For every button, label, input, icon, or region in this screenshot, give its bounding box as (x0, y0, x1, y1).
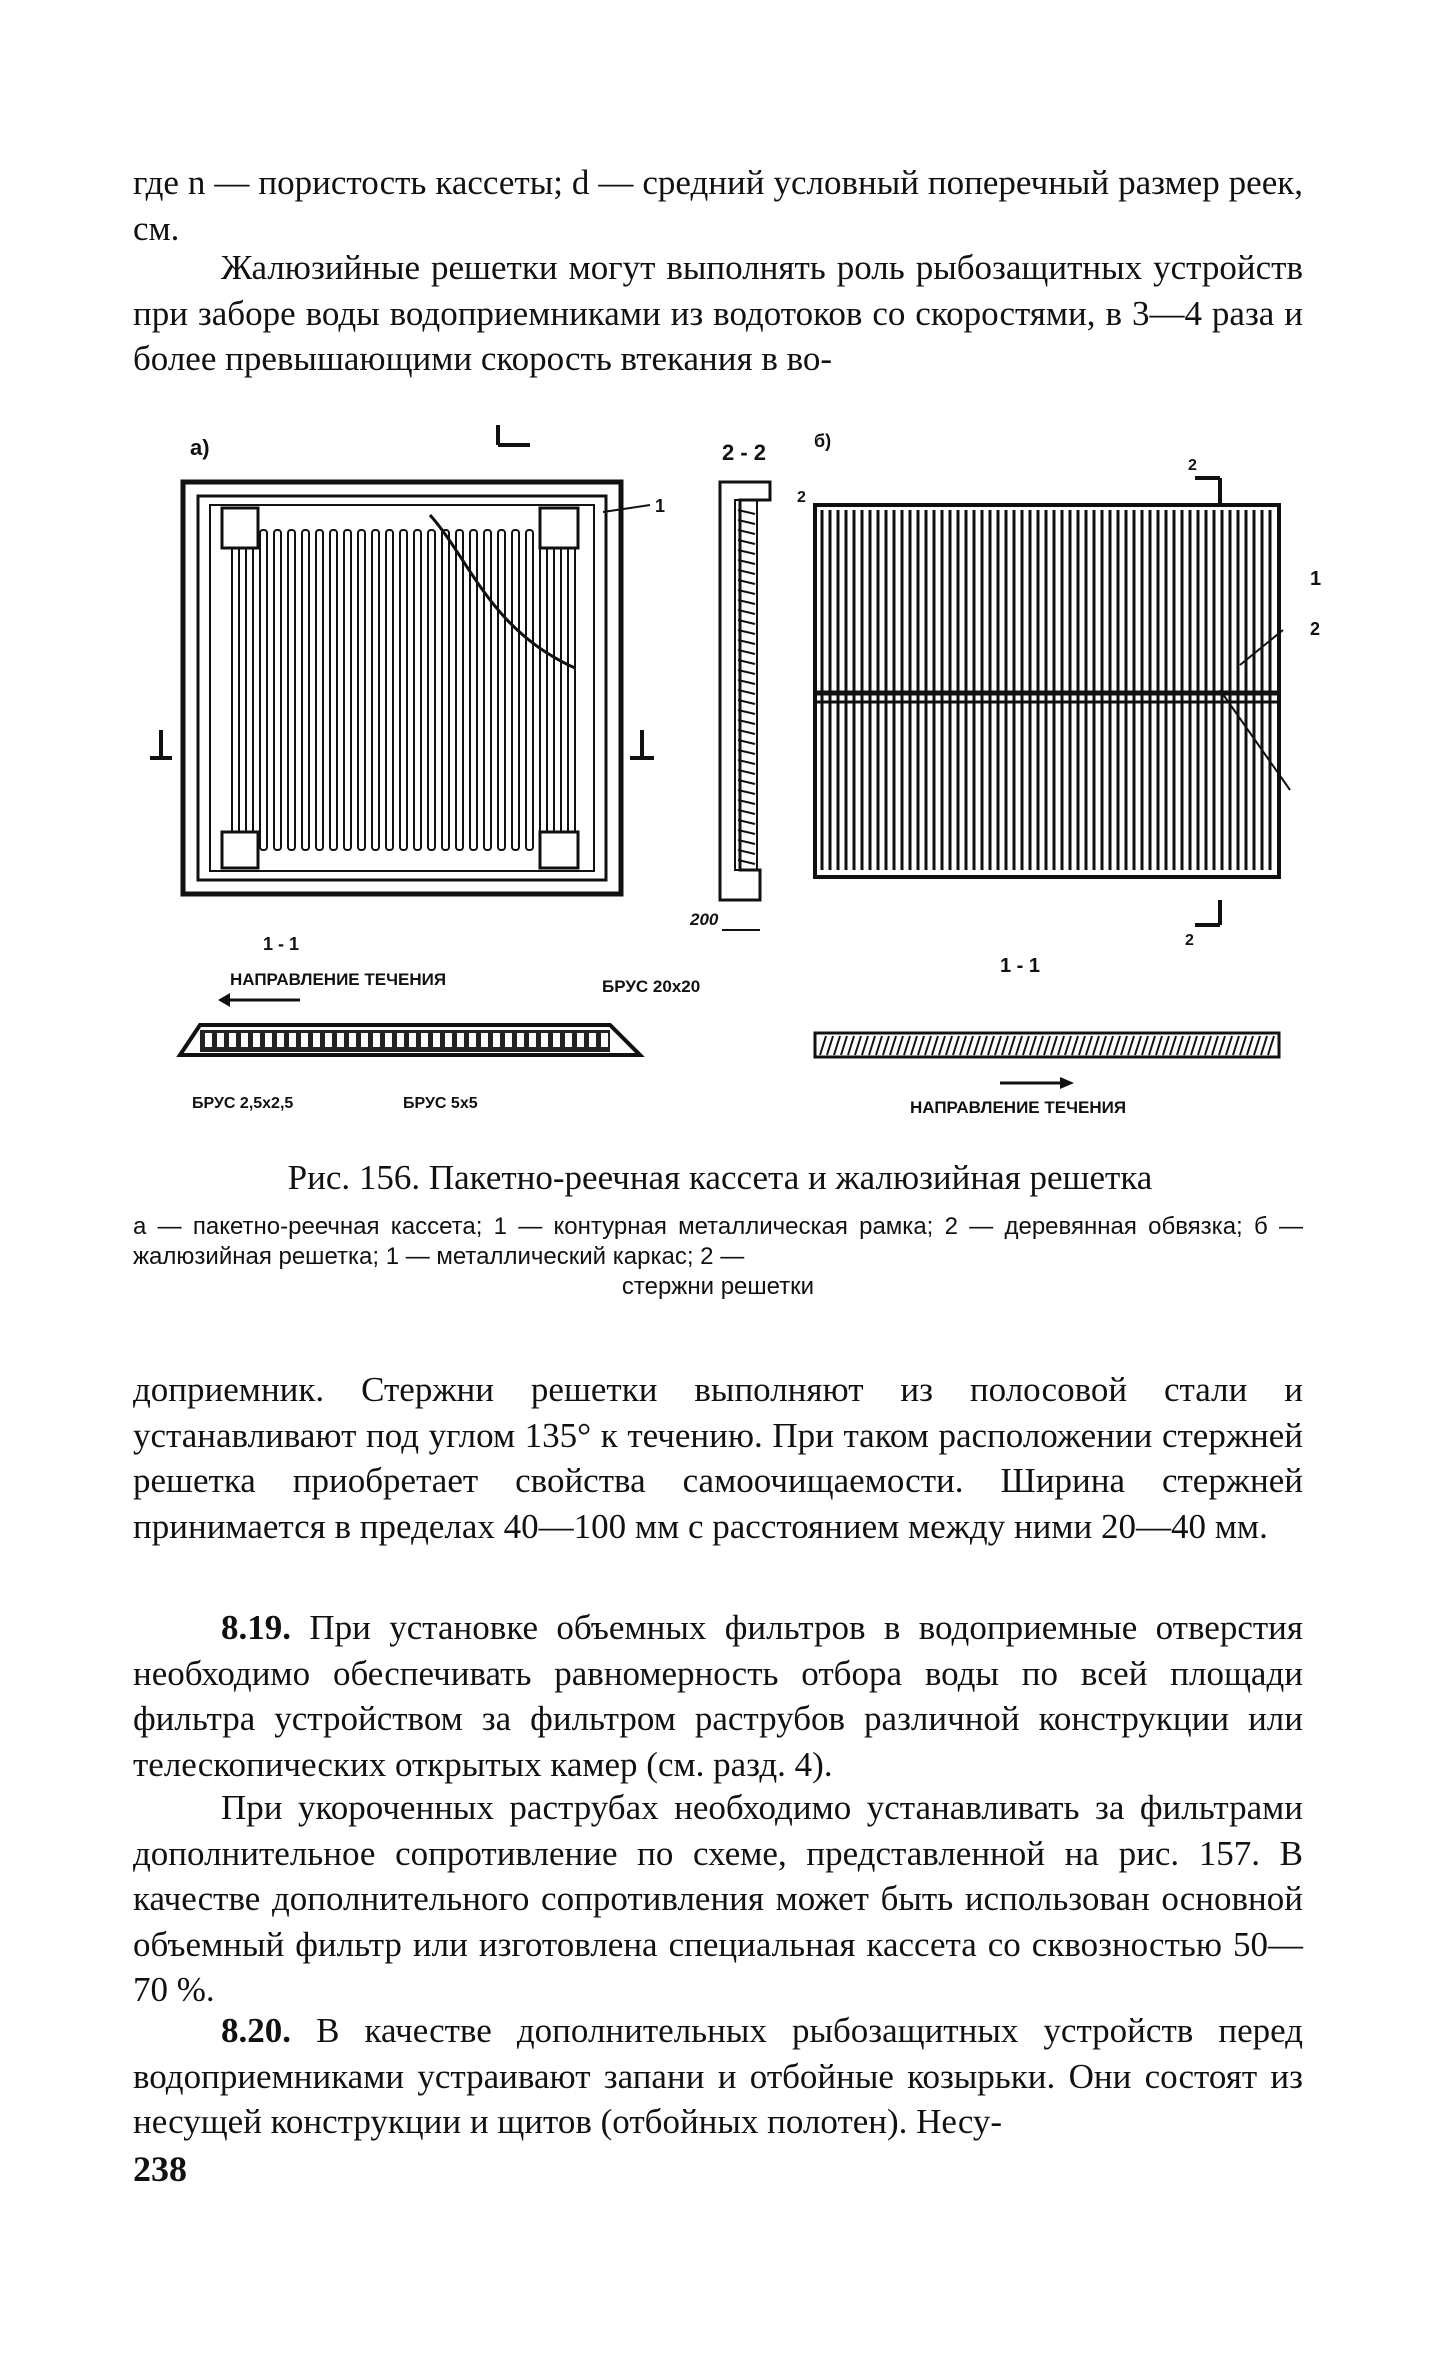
section-hatch (932, 1036, 938, 1055)
section-hatch (1058, 1036, 1064, 1055)
label-1-right: 1 (1310, 568, 1322, 590)
cassette-slat (274, 530, 281, 850)
section-slat (313, 1033, 320, 1047)
section-slat (589, 1033, 596, 1047)
section-hatch (1093, 1036, 1099, 1055)
section-hatch (904, 1036, 910, 1055)
cassette-slat (442, 530, 449, 850)
section-hatch (1261, 1036, 1267, 1055)
section-slat (409, 1033, 416, 1047)
cassette-slat (386, 530, 393, 850)
section-slat (577, 1033, 584, 1047)
cassette-slat (526, 530, 533, 850)
section-hatch (1128, 1036, 1134, 1055)
section-hatch (1170, 1036, 1176, 1055)
section-number-8-19: 8.19. (221, 1608, 291, 1647)
cassette-slat (512, 530, 519, 850)
label-a: а) (190, 435, 210, 460)
section-hatch (1240, 1036, 1246, 1055)
cassette-slat (372, 530, 379, 850)
drawing-cassette-section (180, 1025, 640, 1055)
arrowhead-flow-right (1060, 1077, 1074, 1089)
paragraph-8-20 (133, 2008, 1303, 2145)
section-hatch (897, 1036, 903, 1055)
section-hatch (820, 1036, 826, 1055)
section-hatch (960, 1036, 966, 1055)
section-hatch (981, 1036, 987, 1055)
label-flow-left: НАПРАВЛЕНИЕ ТЕЧЕНИЯ (230, 970, 447, 989)
section-hatch (1247, 1036, 1253, 1055)
drawing-jalousie-grid (815, 505, 1290, 877)
cassette-slat (344, 530, 351, 850)
section-slat (289, 1033, 296, 1047)
section-hatch (1023, 1036, 1029, 1055)
section-slat (373, 1033, 380, 1047)
section-text-8-20: В качестве дополнительных рыбозащитных устройств перед водоприемниками устраивают запани и отбойные козырьки. Они состоят из несущей конструкции и щитов (отбойных полотен). Несу- (133, 2011, 1303, 2141)
label-b: б) (814, 431, 832, 451)
section-hatch (1268, 1036, 1274, 1055)
section-hatch (939, 1036, 945, 1055)
cassette-slat (568, 530, 575, 850)
section-hatch (1086, 1036, 1092, 1055)
cassette-slat (232, 530, 239, 850)
section-slat (421, 1033, 428, 1047)
label-brus-20: БРУС 20х20 (602, 977, 701, 996)
label-section-1-1-left: 1 - 1 (263, 934, 300, 954)
cassette-slat (302, 530, 309, 850)
section-slat (481, 1033, 488, 1047)
section-slat (469, 1033, 476, 1047)
section-hatch (1002, 1036, 1008, 1055)
section-slat (265, 1033, 272, 1047)
label-2-section: 2 (797, 489, 806, 506)
section-hatch (1100, 1036, 1106, 1055)
section-hatch (1184, 1036, 1190, 1055)
label-1-frame: 1 (655, 496, 666, 516)
label-brus-5: БРУС 5х5 (403, 1095, 478, 1112)
section-mark-1-right (630, 730, 654, 758)
section-slat (205, 1033, 212, 1047)
drawing-section-2-2 (720, 482, 770, 930)
section-hatch (1016, 1036, 1022, 1055)
section-hatch (974, 1036, 980, 1055)
cassette-slat (484, 530, 491, 850)
section-hatch (876, 1036, 882, 1055)
section-slat (361, 1033, 368, 1047)
section-hatch (841, 1036, 847, 1055)
section-hatch (1142, 1036, 1148, 1055)
label-dim-200: 200 (690, 910, 719, 929)
section-mark-1-left (150, 730, 172, 758)
section-text-8-19: При установке объемных фильтров в водоприемные отверстия необходимо обеспечивать равномерность отбора воды по всей площади фильтра устройством за фильтром раструбов различной конструкции или телескопических открытых камер (см. разд. 4). (133, 1608, 1303, 1784)
section-slat (565, 1033, 572, 1047)
section-hatch (848, 1036, 854, 1055)
section-hatch (1079, 1036, 1085, 1055)
section-slat (397, 1033, 404, 1047)
label-2-bottom-right: 2 (1185, 932, 1194, 949)
label-flow-right: НАПРАВЛЕНИЕ ТЕЧЕНИЯ (910, 1098, 1127, 1117)
cassette-slat (456, 530, 463, 850)
section-hatch (1044, 1036, 1050, 1055)
section-hatch (1163, 1036, 1169, 1055)
section-slat (217, 1033, 224, 1047)
section-hatch (1254, 1036, 1260, 1055)
section-slat (517, 1033, 524, 1047)
paragraph-jalousie: Жалюзийные решетки могут выполнять роль рыбозащитных устройств при заборе воды водоприемниками из водотоков со скоростями, в 3—4 раза и более превышающими скорость втекания в во- (133, 248, 1303, 378)
section-hatch (1191, 1036, 1197, 1055)
section-slat (505, 1033, 512, 1047)
section-slat (493, 1033, 500, 1047)
cassette-slat (260, 530, 267, 850)
label-2-right: 2 (1310, 619, 1321, 639)
section-slat (457, 1033, 464, 1047)
paragraph-short-sockets: При укороченных раструбах необходимо устанавливать за фильтрами дополнительное сопротивление по схеме, представленной на рис. 157. В качестве дополнительного сопротивления может быть использован основной объемный фильтр или изготовлена специальная кассета со сквозностью 50—70 %. (133, 1788, 1303, 2009)
section-hatch (1135, 1036, 1141, 1055)
section-hatch (946, 1036, 952, 1055)
cassette-slat (316, 530, 323, 850)
section-hatch (890, 1036, 896, 1055)
section-hatch (1177, 1036, 1183, 1055)
section-slat (385, 1033, 392, 1047)
section-hatch (1226, 1036, 1232, 1055)
label-section-1-1-right: 1 - 1 (1000, 955, 1041, 977)
section-slat (301, 1033, 308, 1047)
section-hatch (988, 1036, 994, 1055)
cassette-slat (498, 530, 505, 850)
section-hatch (834, 1036, 840, 1055)
figure-caption-body (133, 1212, 1303, 1302)
cassette-slat (540, 530, 547, 850)
section-hatch (1219, 1036, 1225, 1055)
section-hatch (827, 1036, 833, 1055)
arrowhead-flow-left (218, 993, 230, 1007)
section-hatch (995, 1036, 1001, 1055)
cassette-slat (358, 530, 365, 850)
section-hatch (1149, 1036, 1155, 1055)
section-slat (445, 1033, 452, 1047)
section-slat (349, 1033, 356, 1047)
section-slat (601, 1033, 608, 1047)
section-hatch (1051, 1036, 1057, 1055)
section-slat (253, 1033, 260, 1047)
page-number: 238 (133, 2149, 187, 2189)
section-hatch (1198, 1036, 1204, 1055)
section-hatch (869, 1036, 875, 1055)
section-slat (541, 1033, 548, 1047)
cassette-slat (400, 530, 407, 850)
caption-text: а — пакетно-реечная кассета; 1 — контурная металлическая рамка; 2 — деревянная обвязка; б — жалюзийная решетка; 1 — металлический каркас; 2 — (133, 1213, 1303, 1270)
paragraph-porosity: где n — пористость кассеты; d — средний условный поперечный размер реек, см. (133, 163, 1303, 248)
label-2-top-right: 2 (1188, 457, 1197, 474)
paragraph-8-19 (133, 1605, 1303, 1787)
section-hatch (911, 1036, 917, 1055)
figure-caption-title: Рис. 156. Пакетно-реечная кассета и жалюзийная решетка (287, 1158, 1153, 1197)
section-hatch (1065, 1036, 1071, 1055)
section-hatch (1030, 1036, 1036, 1055)
section-slat (277, 1033, 284, 1047)
section-hatch (918, 1036, 924, 1055)
section-hatch (1233, 1036, 1239, 1055)
section-hatch (1107, 1036, 1113, 1055)
drawing-cassette-front (183, 482, 650, 894)
section-hatch (883, 1036, 889, 1055)
label-section-2-2: 2 - 2 (722, 440, 767, 465)
cassette-slat (554, 530, 561, 850)
section-hatch (1114, 1036, 1120, 1055)
section-hatch (855, 1036, 861, 1055)
section-hatch (953, 1036, 959, 1055)
cassette-slat (246, 530, 253, 850)
label-brus-25: БРУС 2,5х2,5 (192, 1095, 294, 1112)
section-hatch (925, 1036, 931, 1055)
cassette-slat (414, 530, 421, 850)
caption-text-last: стержни решетки (621, 1273, 815, 1300)
cassette-slat (330, 530, 337, 850)
section-hatch (1205, 1036, 1211, 1055)
section-slat (433, 1033, 440, 1047)
section-hatch (1072, 1036, 1078, 1055)
section-slat (553, 1033, 560, 1047)
paragraph-rods: доприемник. Стержни решетки выполняют из полосовой стали и устанавливают под углом 135° к течению. При таком расположении стержней решетка приобретает свойства самоочищаемости. Ширина стержней принимается в пределах 40—100 мм с расстоянием между ними 20—40 мм. (133, 1370, 1303, 1546)
section-mark-2-top (498, 425, 530, 445)
figure-156 (0, 0, 1452, 1150)
section-hatch (1121, 1036, 1127, 1055)
section-slat (325, 1033, 332, 1047)
section-number-8-20: 8.20. (221, 2011, 291, 2050)
section-slat (529, 1033, 536, 1047)
section-hatch (1037, 1036, 1043, 1055)
section-slat (337, 1033, 344, 1047)
section-hatch (862, 1036, 868, 1055)
section-hatch (1156, 1036, 1162, 1055)
section-slat (229, 1033, 236, 1047)
cassette-slat (428, 530, 435, 850)
section-slat (241, 1033, 248, 1047)
section-hatch (1009, 1036, 1015, 1055)
cassette-slat (288, 530, 295, 850)
drawing-jalousie-section (815, 1033, 1279, 1057)
section-hatch (967, 1036, 973, 1055)
section-hatch (1212, 1036, 1218, 1055)
